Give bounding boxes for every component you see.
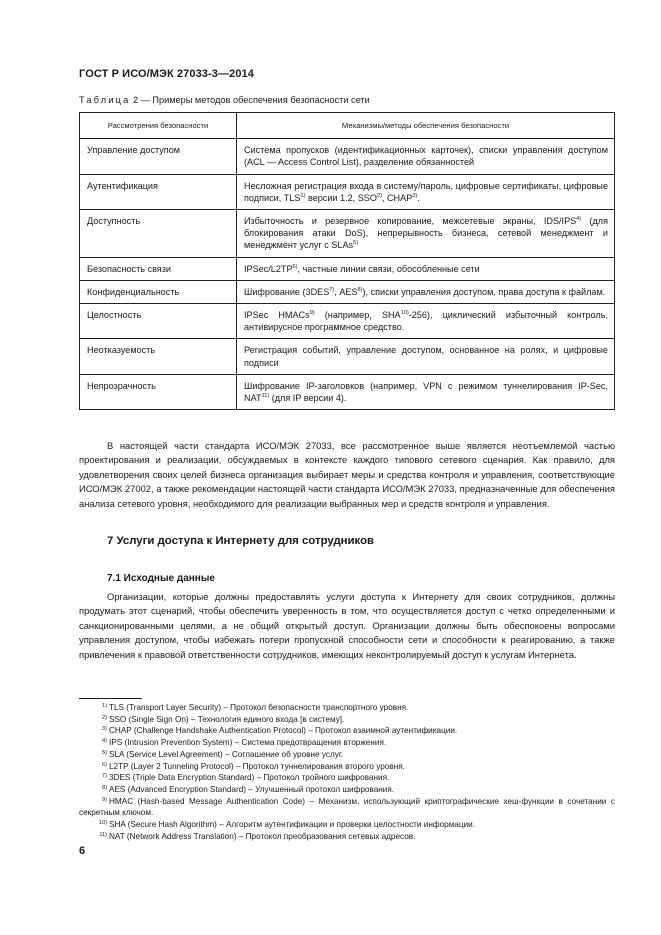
table-caption-title: 2 — Примеры методов обеспечения безопасности сети	[130, 95, 370, 105]
cell-text: IPSec/L2TP	[244, 263, 293, 274]
cell-text: IPSec HMACs	[244, 310, 310, 321]
row-consideration: Управление доступом	[80, 139, 237, 174]
cell-text: Шифрование (3DES	[244, 286, 330, 297]
footnote: 2) SSO (Single Sign On) – Технология единого входа [в систему].	[102, 714, 345, 724]
table-caption-prefix: Таблица	[79, 95, 131, 105]
row-mechanisms	[237, 257, 615, 280]
row-mechanisms	[237, 374, 615, 409]
table-row	[80, 304, 615, 339]
footnote-ref: 9)	[309, 310, 315, 317]
cell-text: (например, SHA	[314, 310, 401, 321]
row-consideration: Целостность	[80, 304, 237, 339]
footnote-ref: 2)	[376, 192, 382, 199]
body-paragraph-1	[79, 439, 615, 511]
footnote-text: SSO (Single Sign On) – Технология единого входа [в систему].	[109, 714, 345, 724]
table-row	[80, 210, 615, 258]
footnote-text: NAT (Network Address Translation) – Протокол преобразования сетевых адресов.	[109, 831, 416, 841]
footnote-ref: 11)	[261, 393, 270, 400]
cell-text: (для IP версии 4).	[269, 393, 347, 404]
cell-text: -256), циклический избыточный контроль, антивирусное программное средство.	[244, 310, 608, 333]
cell-text: , AES	[334, 286, 358, 297]
column-header-considerations: Рассмотрения безопасности	[80, 113, 237, 139]
footnote-ref: 10)	[400, 310, 409, 317]
row-mechanisms	[237, 304, 615, 339]
footnote-ref: 1)	[300, 192, 306, 199]
cell-text: ), списки управления доступом, права доступа к файлам.	[362, 286, 606, 297]
footnote: 3) CHAP (Challenge Handshake Authentication Protocol) – Протокол взаимной аутентификации.	[102, 726, 458, 736]
footnote-text: SHA (Secure Hash Algorithm) – Алгоритм аутентификации и проверки целостности информации.	[109, 820, 476, 830]
row-mechanisms	[237, 174, 615, 209]
cell-text: (для блокирования атаки DoS), непрерывность бизнеса, сетевой менеджмент и менеджмент услуг с SLAs	[244, 216, 608, 251]
row-mechanisms	[237, 139, 615, 174]
section-heading: 7 Услуги доступа к Интернету для сотрудников	[107, 535, 375, 547]
footnote-ref: 6)	[292, 263, 298, 270]
footnote-text: 3DES (Triple Data Encryption Standard) – Протокол тройного шифрования.	[109, 773, 390, 783]
row-mechanisms	[237, 339, 615, 374]
body-paragraph-2	[79, 590, 615, 662]
row-consideration: Безопасность связи	[80, 257, 237, 280]
cell-text: версии 1.2, SSO	[305, 192, 377, 203]
footnote-text: CHAP (Challenge Handshake Authentication Protocol) – Протокол взаимной аутентификации.	[109, 726, 458, 736]
row-mechanisms	[237, 210, 615, 258]
cell-text: , частные линии связи, обособленные сети	[297, 263, 480, 274]
row-consideration: Непрозрачность	[80, 374, 237, 409]
row-consideration: Аутентификация	[80, 174, 237, 209]
table-row	[80, 174, 615, 209]
table-header-row	[80, 113, 615, 139]
footnote: 10) SHA (Secure Hash Algorithm) – Алгоритм аутентификации и проверки целостности информации.	[98, 820, 476, 830]
cell-text: Система пропусков (идентификационных карточек), списки управления доступом (ACL — Access Control List), разделение обязанностей	[244, 145, 608, 168]
footnote: 6) L2TP (Layer 2 Tunneling Protocol) – Протокол туннелирования второго уровня.	[102, 761, 405, 771]
row-mechanisms	[237, 280, 615, 303]
footnote: 9) HMAC (Hash-based Message Authentication Code) – Механизм, использующий криптографические хеш-функции в сочетании с секретным ключом.	[79, 796, 615, 818]
footnote-text: SLA (Service Level Agreement) – Соглашение об уровне услуг.	[109, 749, 344, 759]
paragraph-text: Организации, которые должны предоставлять услуги доступа к Интернету для своих сотрудников, должны продумать этот сценарий, чтобы обеспечить уверенность в том, что осуществляется доступ с четко определенными и санкционированными целями, а не общий открытый доступ. Организации должны быть обеспокоены вопросами управления доступом, чтобы избежать потери пропускной способности сети и способности к реагированию, а также привлечения к правовой ответственности сотрудников, имеющих неконтролируемый доступ к услугам Интернета.	[79, 591, 615, 660]
table-row	[80, 374, 615, 409]
footnote-ref: 4)	[576, 216, 582, 223]
table-row	[80, 257, 615, 280]
table-row	[80, 339, 615, 374]
footnote-text: TLS (Transport Layer Security) – Протокол безопасности транспортного уровня.	[109, 703, 409, 712]
cell-text: Избыточность и резервное копирование, межсетевые экраны, IDS/IPS	[244, 216, 577, 227]
document-header: ГОСТ Р ИСО/МЭК 27033-3—2014	[79, 68, 254, 80]
footnote-separator	[79, 698, 142, 699]
footnote: 1) TLS (Transport Layer Security) – Протокол безопасности транспортного уровня.	[102, 703, 409, 712]
paragraph-text: В настоящей части стандарта ИСО/МЭК 27033, все рассмотренное выше является неотъемлемой частью проектирования и реализации, обсуждаемых в контексте каждого типового сетевого сценария. Как правило, для удовлетворения своих целей бизнеса организация выбирает меры и средства контроля и управления, соответствующие ИСО/МЭК 27002, а также рекомендации настоящей части стандарта ИСО/МЭК 27033, предназначенные для обеспечения анализа сетевого уровня, необходимого для реализации выбранных мер и средств контроля и управления.	[79, 440, 615, 509]
table-row	[80, 139, 615, 174]
footnote-ref: 8)	[357, 286, 363, 293]
security-methods-table	[79, 112, 615, 410]
footnote: 7) 3DES (Triple Data Encryption Standard) – Протокол тройного шифрования.	[102, 773, 390, 783]
cell-text: Несложная регистрация входа в систему/пароль, цифровые сертификаты, цифровые подписи, TLS	[244, 180, 608, 203]
footnote: 8) AES (Advanced Encryption Standard) – Улучшенный протокол шифрования.	[102, 784, 395, 794]
cell-text: Шифрование IP-заголовков (например, VPN с режимом туннелирования IP-Sec, NAT	[244, 380, 608, 404]
row-consideration: Неотказуемость	[80, 339, 237, 374]
cell-text: Регистрация событий, управление доступом, основанное на ролях, и цифровые подписи	[244, 345, 608, 368]
column-header-mechanisms: Механизмы/методы обеспечения безопасности	[237, 113, 615, 139]
table-row	[80, 280, 615, 303]
row-consideration: Доступность	[80, 210, 237, 258]
footnote-ref: 3)	[412, 192, 418, 199]
footnotes	[79, 702, 615, 842]
subsection-heading: 7.1 Исходные данные	[107, 573, 215, 584]
cell-text: , CHAP	[381, 192, 413, 203]
footnote-text: L2TP (Layer 2 Tunneling Protocol) – Протокол туннелирования второго уровня.	[109, 761, 405, 771]
footnote-ref: 7)	[329, 286, 335, 293]
row-consideration: Конфиденциальность	[80, 280, 237, 303]
table-caption	[79, 95, 370, 105]
cell-text: .	[417, 192, 420, 203]
page-number: 6	[79, 845, 86, 857]
footnote: 4) IPS (Intrusion Prevention System) – Система предотвращения вторжения.	[102, 738, 387, 748]
footnote-text: AES (Advanced Encryption Standard) – Улучшенный протокол шифрования.	[109, 784, 395, 794]
footnote: 11) NAT (Network Address Translation) – Протокол преобразования сетевых адресов.	[99, 831, 416, 841]
footnote-ref: 5)	[353, 240, 359, 247]
footnote: 5) SLA (Service Level Agreement) – Соглашение об уровне услуг.	[102, 749, 344, 759]
footnote-text: HMAC (Hash-based Message Authentication Code) – Механизм, использующий криптографические хеш-функции в сочетании с секретным ключом.	[79, 796, 615, 818]
footnote-text: IPS (Intrusion Prevention System) – Система предотвращения вторжения.	[109, 738, 387, 748]
